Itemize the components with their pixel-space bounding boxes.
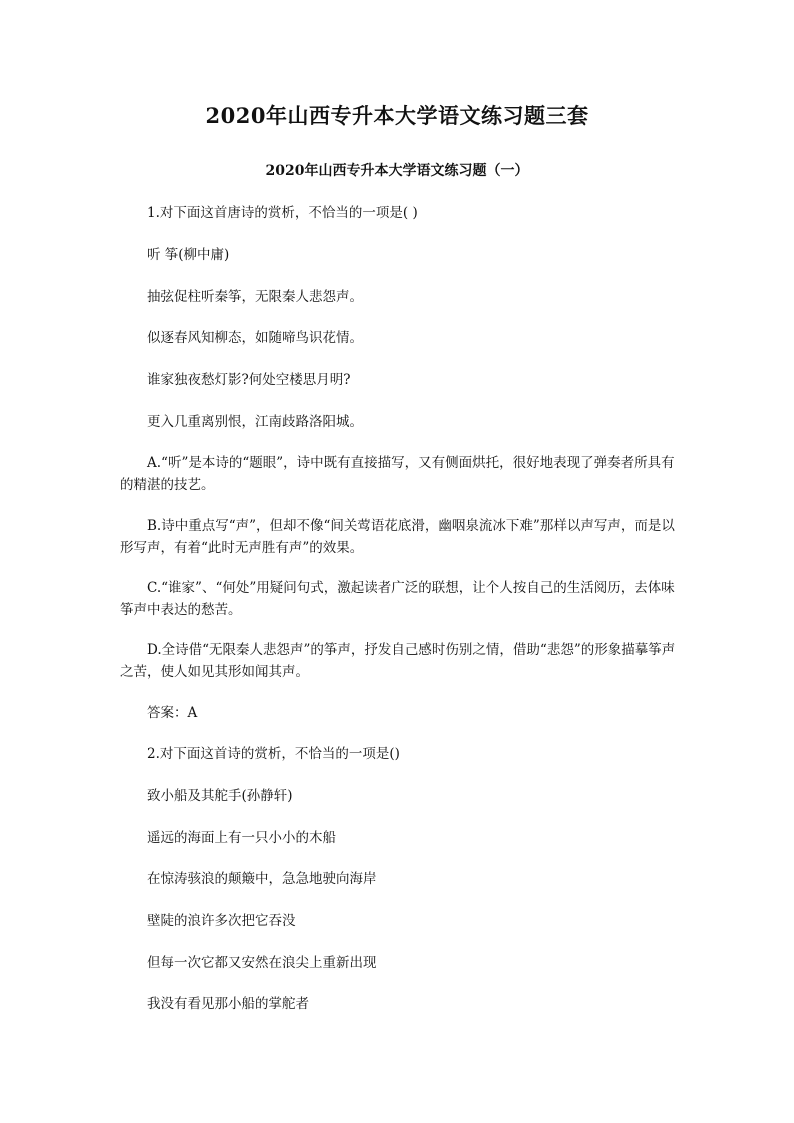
answer-1: 答案：A	[147, 705, 198, 721]
option-d: D.全诗借“无限秦人悲怨声”的筝声，抒发自己感时伤别之情，借助“悲怨”的形象描摹筝声之苦，使人如见其形如闻其声。	[120, 642, 676, 680]
option-c: C.“谁家”、“何处”用疑问句式，激起读者广泛的联想，让个人按自己的生活阅历，去体味筝声中表达的愁苦。	[120, 580, 675, 618]
poem-1-title: 听 筝(柳中庸)	[147, 247, 230, 263]
poem-2-line: 我没有看见那小船的掌舵者	[147, 996, 309, 1012]
poem-2-line: 但每一次它都又安然在浪尖上重新出现	[147, 955, 377, 971]
poem-1-line: 似逐春风知柳态，如随啼鸟识花情。	[147, 330, 363, 346]
poem-1-line: 抽弦促柱听秦筝，无限秦人悲怨声。	[147, 289, 363, 305]
document-title: 2020年山西专升本大学语文练习题三套	[205, 103, 589, 128]
poem-2-title: 致小船及其舵手(孙静轩)	[147, 788, 293, 804]
poem-1-line: 谁家独夜愁灯影?何处空楼思月明?	[147, 372, 351, 388]
question-1-stem: 1.对下面这首唐诗的赏析，不恰当的一项是( )	[147, 205, 418, 221]
option-b: B.诗中重点写“声”，但却不像“间关莺语花底滑，幽咽泉流冰下难”那样以声写声，而是以形写声，有着“此时无声胜有声”的效果。	[120, 518, 675, 556]
option-a: A.“听”是本诗的“题眼”，诗中既有直接描写，又有侧面烘托，很好地表现了弹奏者所具有的精湛的技艺。	[120, 455, 675, 493]
poem-2-line: 壁陡的浪许多次把它吞没	[147, 913, 296, 929]
poem-2-line: 遥远的海面上有一只小小的木船	[147, 830, 336, 846]
question-2-stem: 2.对下面这首诗的赏析，不恰当的一项是()	[147, 746, 400, 762]
section-subtitle: 2020年山西专升本大学语文练习题（一）	[265, 163, 529, 179]
poem-1-line: 更入几重离别恨，江南歧路洛阳城。	[147, 414, 363, 430]
poem-2-line: 在惊涛骇浪的颠簸中，急急地驶向海岸	[147, 871, 377, 887]
